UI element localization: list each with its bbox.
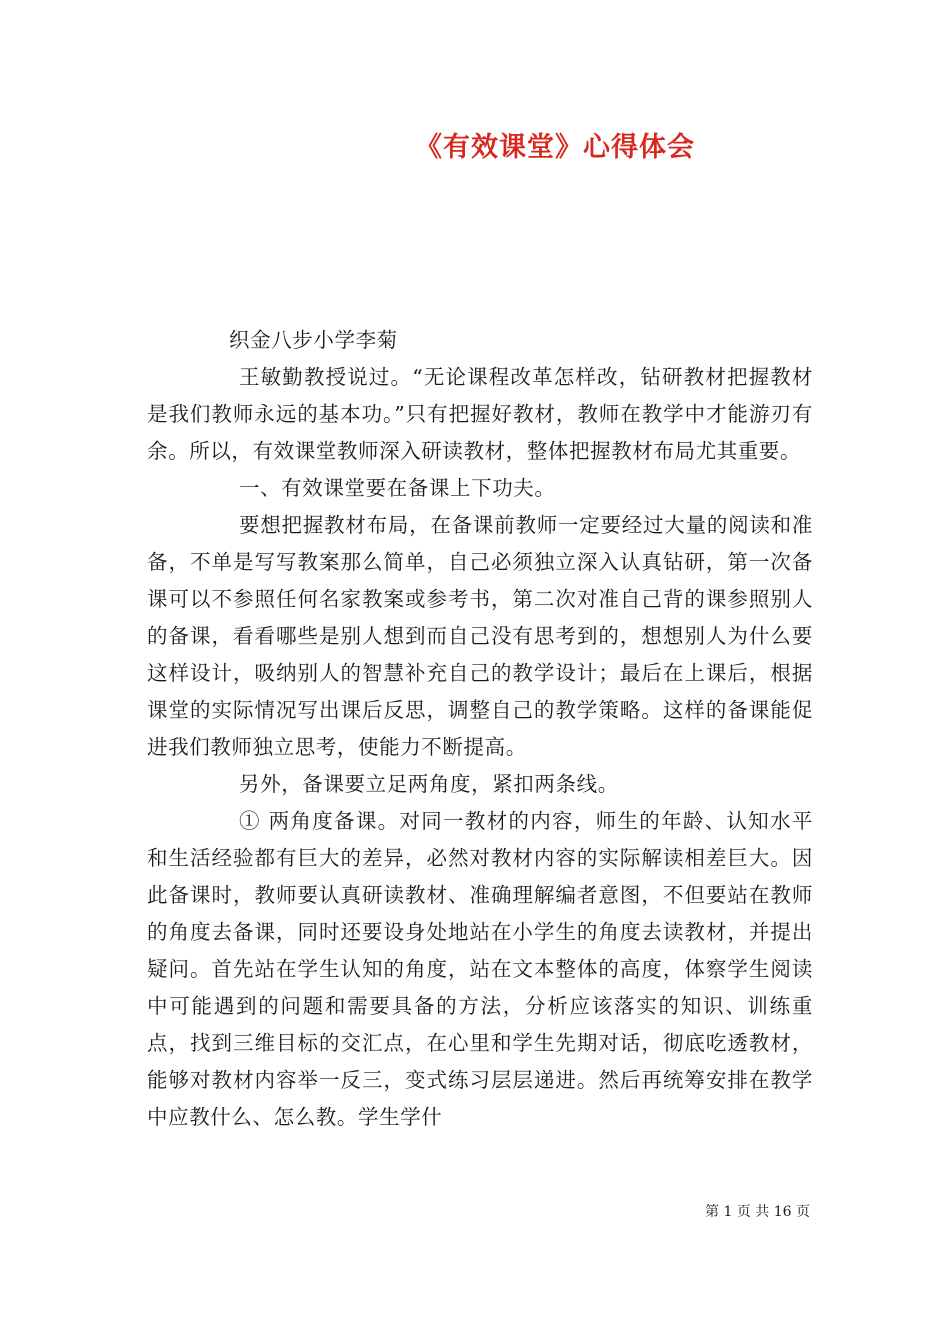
paragraph: 要想把握教材布局，在备课前教师一定要经过大量的阅读和准备，不单是写写教案那么简单，自己必须独立深入认真钻研，第一次备课可以不参照任何名家教案或参考书，第二次对准自己背的课参照别人的备课，看看哪些是别人想到而自己没有思考到的，想想别人为什么要这样设计，吸纳别人的智慧补充自己的教学设计；最后在上课后，根据课堂的实际情况写出课后反思，调整自己的教学策略。这样的备课能促进我们教师独立思考，使能力不断提高。: [147, 513, 813, 759]
paragraph: 王敏勤教授说过。“无论课程改革怎样改，钻研教材把握教材是我们教师永远的基本功。”只有把握好教材，教师在教学中才能游刃有余。所以，有效课堂教师深入研读教材，整体把握教材布局尤其重要。: [147, 365, 813, 463]
page-number-footer: 第 1 页 共 16 页: [705, 1204, 810, 1220]
section-heading: 一、有效课堂要在备课上下功夫。: [239, 476, 556, 500]
paragraph: ① 两角度备课。对同一教材的内容，师生的年龄、认知水平和生活经验都有巨大的差异，必然对教材内容的实际解读相差巨大。因此备课时，教师要认真研读教材、准确理解编者意图，不但要站在教师的角度去备课，同时还要设身处地站在小学生的角度去读教材，并提出疑问。首先站在学生认知的角度，站在文本整体的高度，体察学生阅读中可能遇到的问题和需要具备的方法，分析应该落实的知识、训练重点，找到三维目标的交汇点，在心里和学生先期对话，彻底吃透教材，能够对教材内容举一反三，变式练习层层递进。然后再统筹安排在教学中应教什么、怎么教。学生学什: [147, 809, 813, 1129]
document-body: [147, 322, 813, 1136]
author-line: 织金八步小学李菊: [229, 328, 398, 352]
paragraph: 另外，备课要立足两角度，紧扣两条线。: [239, 772, 619, 796]
document-title: 《有效课堂》心得体会: [415, 132, 695, 163]
